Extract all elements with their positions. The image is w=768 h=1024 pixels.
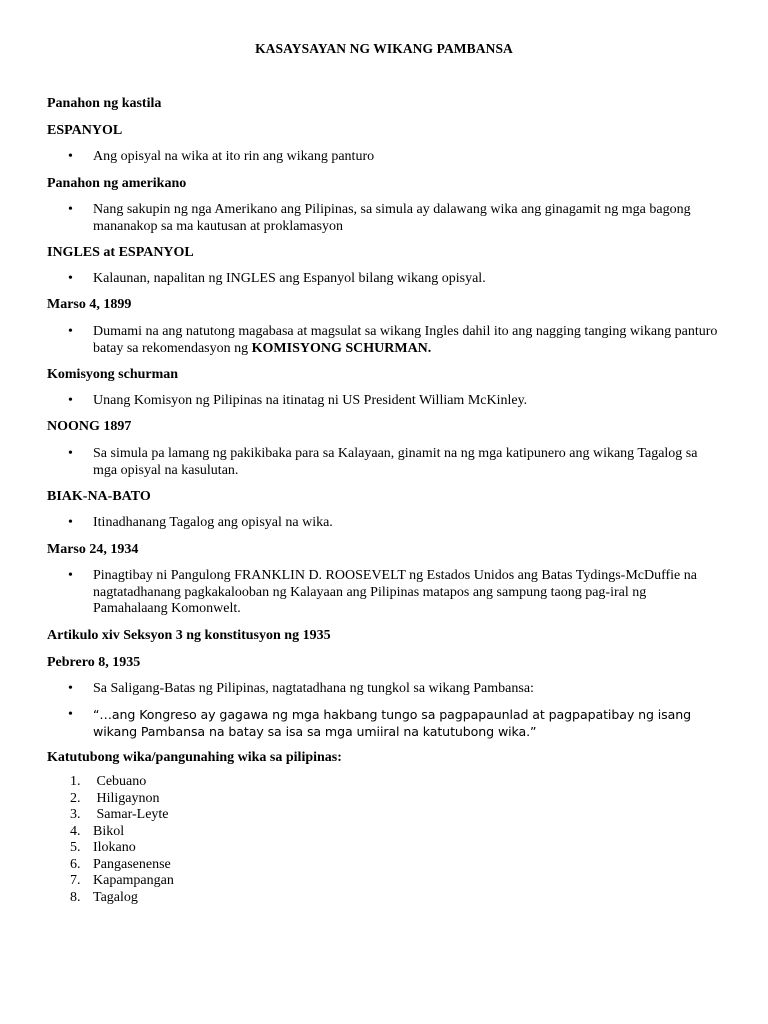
heading-artikulo-xiv: Artikulo xiv Seksyon 3 ng konstitusyon ng 1935 bbox=[47, 628, 331, 643]
list-item-number: 1. bbox=[70, 774, 81, 789]
list-item-number: 8. bbox=[70, 889, 81, 905]
heading-espanyol: ESPANYOL bbox=[47, 123, 123, 138]
list-item-number: 7. bbox=[70, 873, 81, 888]
document-title: KASAYSAYAN NG WIKANG PAMBANSA bbox=[255, 41, 513, 56]
heading-katutubong-wika: Katutubong wika/pangunahing wika sa pilipinas: bbox=[47, 750, 342, 765]
list-item-number: 4. bbox=[70, 823, 81, 839]
bullet-marker: • bbox=[68, 324, 73, 339]
bullet-text-amerikano: Nang sakupin ng nga Amerikano ang Pilipinas, sa simula ay dalawang wika ang ginagamit ng mga bagong mananakop sa ma kautusan at proklamasyon bbox=[93, 202, 691, 234]
list-item-name: Kapampangan bbox=[93, 873, 174, 888]
heading-biak-na-bato: BIAK-NA-BATO bbox=[47, 489, 151, 504]
bullet-marker: • bbox=[68, 202, 73, 217]
heading-panahon-kastila: Panahon ng kastila bbox=[47, 96, 162, 111]
heading-noong-1897: NOONG 1897 bbox=[47, 419, 132, 434]
list-item-number: 3. bbox=[70, 807, 81, 822]
bullet-text-1899-main: Dumami na ang natutong magabasa at magsulat sa wikang Ingles dahil ito ang nagging tanging wikang panturo batay sa rekomendasyon ng bbox=[93, 324, 718, 356]
bullet-text-1897: Sa simula pa lamang ng pakikibaka para sa Kalayaan, ginamit na ng mga katipunero ang wikang Tagalog sa mga opisyal na kasulutan. bbox=[93, 446, 698, 478]
heading-ingles-espanyol: INGLES at ESPANYOL bbox=[47, 245, 194, 260]
list-item-name: Cebuano bbox=[93, 774, 147, 789]
heading-panahon-amerikano: Panahon ng amerikano bbox=[47, 176, 187, 191]
bullet-text-schurman: Unang Komisyon ng Pilipinas na itinatag ni US President William McKinley. bbox=[93, 393, 528, 408]
list-item-name: Bikol bbox=[93, 823, 125, 839]
list-item-name: Samar-Leyte bbox=[93, 807, 169, 822]
heading-pebrero-1935: Pebrero 8, 1935 bbox=[47, 655, 141, 670]
bullet-marker: • bbox=[68, 681, 73, 696]
list-item-name: Hiligaynon bbox=[93, 790, 160, 806]
list-item-number: 2. bbox=[70, 790, 81, 806]
heading-marso-1899: Marso 4, 1899 bbox=[47, 297, 132, 312]
bullet-text-quote: “…ang Kongreso ay gagawa ng mga hakbang tungo sa pagpapaunlad at pagpapatibay ng isang wikang Pambansa na batay sa isa sa mga umiiral na katutubong wika.” bbox=[93, 707, 692, 739]
bullet-marker: • bbox=[68, 568, 73, 583]
bullet-marker: • bbox=[68, 271, 73, 286]
list-item-name: Ilokano bbox=[93, 840, 136, 855]
bullet-text-1899-bold: KOMISYONG SCHURMAN. bbox=[251, 340, 432, 356]
list-item-name: Tagalog bbox=[93, 889, 138, 905]
bullet-marker: • bbox=[68, 707, 73, 722]
bullet-text-espanyol: Ang opisyal na wika at ito rin ang wikang panturo bbox=[93, 149, 375, 164]
bullet-marker: • bbox=[68, 149, 73, 164]
heading-komisyong-schurman: Komisyong schurman bbox=[47, 367, 179, 382]
list-item-number: 6. bbox=[70, 856, 81, 872]
bullet-text-1899 bbox=[93, 324, 723, 357]
bullet-marker: • bbox=[68, 393, 73, 408]
bullet-text-1934: Pinagtibay ni Pangulong FRANKLIN D. ROOSEVELT ng Estados Unidos ang Batas Tydings-McDuffie na nagtatadhanang pagkakalooban ng Kalayaan ang Pilipinas matapos ang sampung taong pag-iral ng Pamahalaang Komonwelt. bbox=[93, 568, 697, 616]
bullet-text-ingles: Kalaunan, napalitan ng INGLES ang Espanyol bilang wikang opisyal. bbox=[93, 271, 486, 286]
list-item-name: Pangasenense bbox=[93, 856, 171, 872]
bullet-text-saligang-batas: Sa Saligang-Batas ng Pilipinas, nagtatadhana ng tungkol sa wikang Pambansa: bbox=[93, 681, 534, 696]
bullet-text-biak-na-bato: Itinadhanang Tagalog ang opisyal na wika. bbox=[93, 515, 333, 530]
bullet-marker: • bbox=[68, 446, 73, 461]
heading-marso-1934: Marso 24, 1934 bbox=[47, 542, 139, 557]
bullet-marker: • bbox=[68, 515, 73, 530]
list-item-number: 5. bbox=[70, 840, 81, 855]
